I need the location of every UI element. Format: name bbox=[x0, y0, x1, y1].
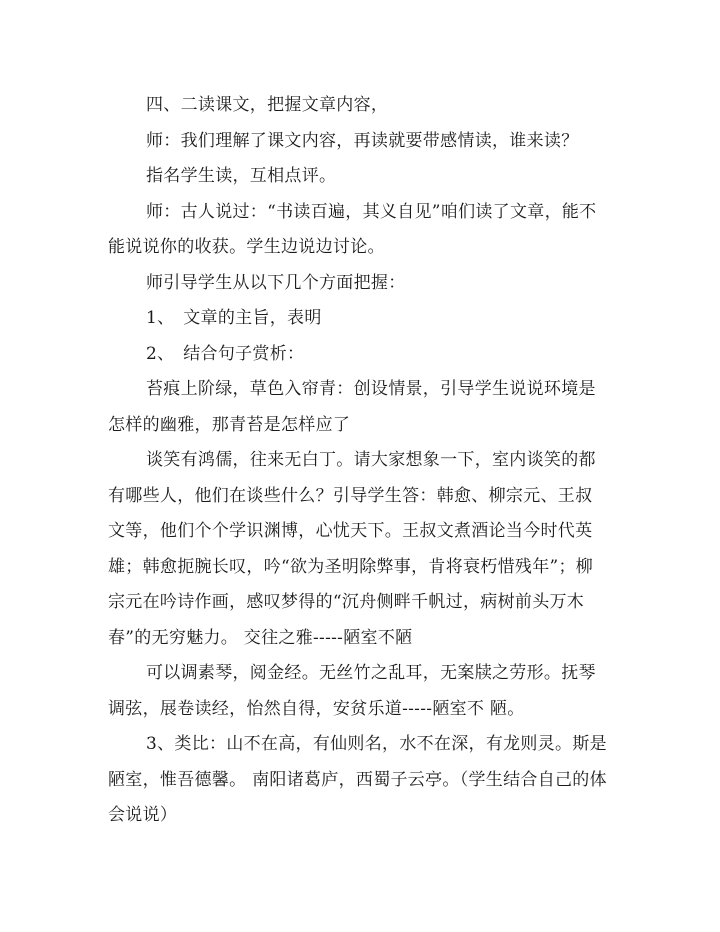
list-item-sentence-analysis: 2、 结合句子赏析： bbox=[146, 343, 305, 364]
section-heading: 四、二读课文，把握文章内容， bbox=[146, 95, 389, 115]
paragraph-teacher-prompt: 师：我们理解了课文内容，再读就要带感情读，谁来读？ bbox=[146, 130, 579, 151]
document-body bbox=[108, 88, 608, 834]
paragraph-zither: 可以调素琴，阅金经。无丝竹之乱耳，无案牍之劳形。抚琴调弦，展卷读经，怡然自得，安贫乐道-----陋室不 陋。 bbox=[108, 663, 596, 719]
paragraph-analogy: 3、类比：山不在高，有仙则名，水不在深，有龙则灵。斯是陋室，惟吾德馨。 南阳诸葛庐，西蜀子云亭。（学生结合自己的体会说说） bbox=[108, 734, 607, 825]
paragraph-guidance: 师引导学生从以下几个方面把握： bbox=[146, 272, 406, 293]
list-item-theme: 1、 文章的主旨，表明 bbox=[146, 308, 322, 328]
paragraph-moss: 苔痕上阶绿，草色入帘青：创设情景，引导学生说说环境是怎样的幽雅，那青苔是怎样应了 bbox=[108, 379, 596, 435]
paragraph-student-reading: 指名学生读，互相点评。 bbox=[146, 166, 337, 186]
paragraph-scholars: 谈笑有鸿儒，往来无白丁。请大家想象一下，室内谈笑的都有哪些人，他们在谈些什么？引导学生答：韩愈、柳宗元、王叔文等，他们个个学识渊博，心忧天下。王叔文煮酒论当今时代英雄；韩愈扼腕长叹，吟“欲为圣明除弊事，肯将衰朽惜残年”；柳宗元在吟诗作画，感叹梦得的“沉舟侧畔千帆过，病树前头万木春”的无穷魅力。 交往之雅-----陋室不陋 bbox=[108, 450, 596, 648]
paragraph-teacher-quote: 师：古人说过：“书读百遍，其义自见”咱们读了文章，能不能说说你的收获。学生边说边讨论。 bbox=[108, 201, 597, 257]
